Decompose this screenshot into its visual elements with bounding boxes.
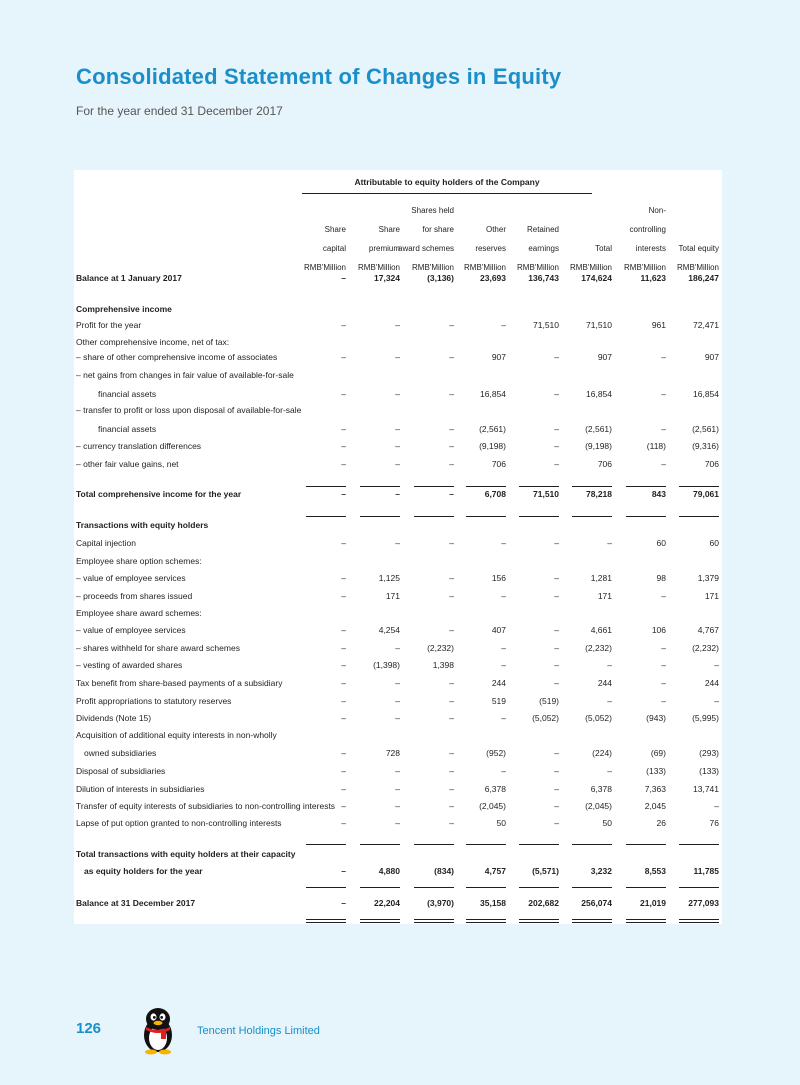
table-cell: – xyxy=(554,389,559,399)
table-cell: – xyxy=(449,678,454,688)
table-cell: (5,995) xyxy=(692,713,719,723)
row-label: Balance at 1 January 2017 xyxy=(76,273,182,283)
row-label: Other comprehensive income, net of tax: xyxy=(76,337,230,347)
double-rule xyxy=(572,919,612,923)
table-cell: – xyxy=(449,818,454,828)
table-cell: – xyxy=(341,801,346,811)
table-cell: – xyxy=(554,538,559,548)
table-cell: 71,510 xyxy=(586,320,612,330)
subtotal-rule xyxy=(572,516,612,517)
column-header-line: RMB'Million xyxy=(412,263,454,272)
table-cell: – xyxy=(449,696,454,706)
column-header-line: Other xyxy=(485,225,506,234)
row-label: – other fair value gains, net xyxy=(76,459,179,469)
subtotal-rule xyxy=(360,486,400,487)
table-cell: 186,247 xyxy=(688,273,719,283)
row-label: financial assets xyxy=(98,389,157,399)
row-label: – shares withheld for share award schemes xyxy=(76,643,240,653)
table-cell: – xyxy=(554,748,559,758)
table-cell: (2,232) xyxy=(692,643,719,653)
table-cell: – xyxy=(341,320,346,330)
table-cell: (2,561) xyxy=(692,424,719,434)
table-cell: – xyxy=(341,459,346,469)
row-label: Balance at 31 December 2017 xyxy=(76,898,196,908)
table-cell: (1,398) xyxy=(373,660,400,670)
table-cell: 1,281 xyxy=(590,573,612,583)
table-cell: – xyxy=(661,660,666,670)
subtotal-rule xyxy=(360,844,400,845)
table-cell: – xyxy=(341,273,346,283)
row-label: Dilution of interests in subsidiaries xyxy=(76,784,205,794)
subtotal-rule xyxy=(360,887,400,888)
table-cell: 136,743 xyxy=(528,273,559,283)
table-cell: – xyxy=(661,643,666,653)
table-cell: 174,624 xyxy=(581,273,612,283)
table-cell: – xyxy=(607,696,612,706)
row-label: Lapse of put option granted to non-controlling interests xyxy=(76,818,282,828)
table-cell: (952) xyxy=(486,748,506,758)
table-cell: (2,561) xyxy=(479,424,506,434)
subtotal-rule xyxy=(466,844,506,845)
column-header-line: reserves xyxy=(475,244,506,253)
table-cell: 16,854 xyxy=(480,389,506,399)
table-cell: 60 xyxy=(656,538,666,548)
row-label: financial assets xyxy=(98,424,157,434)
double-rule xyxy=(466,919,506,923)
table-cell: 961 xyxy=(651,320,666,330)
table-cell: 98 xyxy=(656,573,666,583)
table-cell: – xyxy=(341,818,346,828)
table-cell: – xyxy=(554,678,559,688)
subtotal-rule xyxy=(626,486,666,487)
table-cell: – xyxy=(661,459,666,469)
subtotal-rule xyxy=(414,887,454,888)
column-header-line: Retained xyxy=(526,225,559,234)
table-cell: 72,471 xyxy=(693,320,719,330)
subtotal-rule xyxy=(679,486,719,487)
table-cell: 6,378 xyxy=(484,784,506,794)
table-cell: – xyxy=(395,643,400,653)
table-cell: – xyxy=(554,625,559,635)
row-label: – value of employee services xyxy=(76,625,186,635)
table-cell: (69) xyxy=(650,748,666,758)
table-cell: – xyxy=(341,866,346,876)
table-cell: 4,661 xyxy=(590,625,612,635)
table-cell: (2,561) xyxy=(585,424,612,434)
table-cell: – xyxy=(661,678,666,688)
table-cell: – xyxy=(554,424,559,434)
row-label: as equity holders for the year xyxy=(84,866,203,876)
table-cell: – xyxy=(501,643,506,653)
table-cell: 21,019 xyxy=(640,898,666,908)
table-cell: – xyxy=(341,489,346,499)
column-header-line: Total xyxy=(595,244,612,253)
table-cell: 6,708 xyxy=(484,489,506,499)
table-cell: 2,045 xyxy=(644,801,666,811)
table-cell: (519) xyxy=(539,696,559,706)
column-header-line: Non- xyxy=(648,206,666,215)
table-cell: 706 xyxy=(597,459,612,469)
table-cell: 3,232 xyxy=(590,866,612,876)
column-header-line: capital xyxy=(322,244,346,253)
table-cell: – xyxy=(714,801,719,811)
table-cell: – xyxy=(449,352,454,362)
table-cell: – xyxy=(449,748,454,758)
table-cell: – xyxy=(501,766,506,776)
table-cell: – xyxy=(395,424,400,434)
subtotal-rule xyxy=(306,844,346,845)
table-cell: – xyxy=(395,678,400,688)
table-cell: 35,158 xyxy=(480,898,506,908)
table-cell: – xyxy=(341,538,346,548)
table-cell: – xyxy=(341,660,346,670)
double-rule xyxy=(519,919,559,923)
column-header-line: RMB'Million xyxy=(464,263,506,272)
table-cell: (2,232) xyxy=(427,643,454,653)
table-cell: – xyxy=(661,591,666,601)
table-cell: – xyxy=(554,801,559,811)
table-cell: 244 xyxy=(704,678,719,688)
table-cell: 277,093 xyxy=(688,898,719,908)
table-cell: – xyxy=(554,784,559,794)
page-title: Consolidated Statement of Changes in Equity xyxy=(76,64,562,89)
table-cell: – xyxy=(449,424,454,434)
table-cell: – xyxy=(395,818,400,828)
row-label: – transfer to profit or loss upon disposal of available-for-sale xyxy=(76,405,302,415)
table-cell: – xyxy=(395,784,400,794)
table-cell: – xyxy=(554,352,559,362)
table-cell: – xyxy=(554,459,559,469)
table-cell: 244 xyxy=(597,678,612,688)
table-cell: 106 xyxy=(651,625,666,635)
table-cell: – xyxy=(449,784,454,794)
table-cell: – xyxy=(449,538,454,548)
column-header-line: premium xyxy=(368,244,400,253)
table-cell: – xyxy=(395,352,400,362)
table-cell: – xyxy=(449,713,454,723)
table-cell: 60 xyxy=(709,538,719,548)
table-cell: 907 xyxy=(491,352,506,362)
table-cell: – xyxy=(554,660,559,670)
table-cell: 16,854 xyxy=(693,389,719,399)
double-rule xyxy=(626,919,666,923)
column-header-line: Share xyxy=(324,225,346,234)
table-cell: (293) xyxy=(699,748,719,758)
row-label: Profit for the year xyxy=(76,320,142,330)
subtotal-rule xyxy=(572,844,612,845)
table-cell: (118) xyxy=(646,441,666,451)
table-cell: 256,074 xyxy=(581,898,612,908)
row-label: Transfer of equity interests of subsidiaries to non-controlling interests xyxy=(76,801,336,811)
column-header-line: RMB'Million xyxy=(304,263,346,272)
page-number: 126 xyxy=(76,1020,102,1037)
row-label: Total transactions with equity holders at their capacity xyxy=(76,849,296,859)
subtotal-rule xyxy=(679,516,719,517)
table-cell: 1,379 xyxy=(697,573,719,583)
table-cell: 8,553 xyxy=(644,866,666,876)
table-cell: – xyxy=(341,352,346,362)
column-header-line: RMB'Million xyxy=(570,263,612,272)
table-cell: 79,061 xyxy=(693,489,719,499)
table-cell: 4,254 xyxy=(378,625,400,635)
table-cell: – xyxy=(341,784,346,794)
table-cell: – xyxy=(449,459,454,469)
table-cell: – xyxy=(341,591,346,601)
table-cell: 16,854 xyxy=(586,389,612,399)
table-cell: – xyxy=(449,801,454,811)
table-cell: – xyxy=(554,441,559,451)
table-cell: 156 xyxy=(491,573,506,583)
table-cell: – xyxy=(554,573,559,583)
row-label: – currency translation differences xyxy=(76,441,202,451)
table-cell: 843 xyxy=(651,489,666,499)
row-label: Total comprehensive income for the year xyxy=(76,489,242,499)
table-cell: 7,363 xyxy=(644,784,666,794)
subtotal-rule xyxy=(572,486,612,487)
table-cell: 1,398 xyxy=(432,660,454,670)
table-cell: – xyxy=(661,389,666,399)
table-cell: – xyxy=(341,898,346,908)
table-cell: (2,045) xyxy=(585,801,612,811)
table-cell: 26 xyxy=(656,818,666,828)
table-cell: – xyxy=(449,766,454,776)
row-label: Employee share award schemes: xyxy=(76,608,202,618)
table-cell: 202,682 xyxy=(528,898,559,908)
table-cell: – xyxy=(341,678,346,688)
table-cell: – xyxy=(501,538,506,548)
table-cell: – xyxy=(449,591,454,601)
column-header-line: controlling xyxy=(629,225,666,234)
subtotal-rule xyxy=(466,516,506,517)
table-cell: – xyxy=(341,748,346,758)
subtotal-rule xyxy=(360,516,400,517)
table-cell: (9,198) xyxy=(585,441,612,451)
table-cell: – xyxy=(554,818,559,828)
subtotal-rule xyxy=(519,486,559,487)
table-cell: – xyxy=(341,389,346,399)
table-cell: – xyxy=(341,573,346,583)
table-cell: – xyxy=(501,320,506,330)
table-cell: – xyxy=(395,459,400,469)
table-cell: 171 xyxy=(597,591,612,601)
column-header-line: RMB'Million xyxy=(624,263,666,272)
table-cell: – xyxy=(607,538,612,548)
subtotal-rule xyxy=(626,516,666,517)
table-cell: – xyxy=(341,766,346,776)
column-header-line: Share xyxy=(378,225,400,234)
table-cell: 171 xyxy=(385,591,400,601)
row-label: – value of employee services xyxy=(76,573,186,583)
table-cell: 50 xyxy=(496,818,506,828)
row-label: Disposal of subsidiaries xyxy=(76,766,166,776)
row-label: – net gains from changes in fair value of available-for-sale xyxy=(76,370,294,380)
subtotal-rule xyxy=(306,887,346,888)
table-cell: 407 xyxy=(491,625,506,635)
table-cell: (3,136) xyxy=(427,273,454,283)
table-cell: (2,045) xyxy=(479,801,506,811)
table-cell: 78,218 xyxy=(586,489,612,499)
subtotal-rule xyxy=(626,844,666,845)
table-cell: 17,324 xyxy=(374,273,400,283)
table-cell: – xyxy=(714,660,719,670)
column-header-line: for share xyxy=(422,225,454,234)
table-cell: – xyxy=(395,801,400,811)
table-cell: – xyxy=(661,696,666,706)
table-cell: 907 xyxy=(704,352,719,362)
column-header-line: Shares held xyxy=(411,206,454,215)
table-cell: – xyxy=(395,713,400,723)
table-cell: – xyxy=(395,696,400,706)
double-rule xyxy=(306,919,346,923)
column-header-line: RMB'Million xyxy=(517,263,559,272)
row-label: Profit appropriations to statutory reserves xyxy=(76,696,232,706)
subtotal-rule xyxy=(466,887,506,888)
column-header-line: earnings xyxy=(528,244,559,253)
subtotal-rule xyxy=(679,844,719,845)
table-cell: (9,316) xyxy=(692,441,719,451)
table-cell: 23,693 xyxy=(480,273,506,283)
table-cell: – xyxy=(395,538,400,548)
row-label: – share of other comprehensive income of associates xyxy=(76,352,278,362)
subtotal-rule xyxy=(679,887,719,888)
table-cell: – xyxy=(449,389,454,399)
table-cell: 706 xyxy=(704,459,719,469)
table-cell: 6,378 xyxy=(590,784,612,794)
table-cell: 171 xyxy=(704,591,719,601)
row-label: Comprehensive income xyxy=(76,304,172,314)
table-cell: 4,880 xyxy=(378,866,400,876)
table-cell: – xyxy=(607,766,612,776)
table-cell: 11,623 xyxy=(640,273,666,283)
table-cell: – xyxy=(661,424,666,434)
row-label: Acquisition of additional equity interests in non-wholly xyxy=(76,730,277,740)
table-cell: 519 xyxy=(491,696,506,706)
row-label: owned subsidiaries xyxy=(84,748,157,758)
table-cell: – xyxy=(607,660,612,670)
subtotal-rule xyxy=(414,486,454,487)
table-cell: (834) xyxy=(434,866,454,876)
subtotal-rule xyxy=(626,887,666,888)
table-cell: 4,767 xyxy=(697,625,719,635)
table-cell: – xyxy=(395,489,400,499)
table-cell: 76 xyxy=(709,818,719,828)
table-cell: – xyxy=(341,424,346,434)
column-header-line: award schemes xyxy=(398,244,455,253)
column-header-line: RMB'Million xyxy=(358,263,400,272)
subtotal-rule xyxy=(414,516,454,517)
table-cell: – xyxy=(501,660,506,670)
table-cell: – xyxy=(449,441,454,451)
double-rule xyxy=(414,919,454,923)
column-header-line: interests xyxy=(635,244,666,253)
table-cell: 13,741 xyxy=(693,784,719,794)
table-cell: 11,785 xyxy=(693,866,719,876)
subtotal-rule xyxy=(306,516,346,517)
table-cell: – xyxy=(449,489,454,499)
table-cell: (3,970) xyxy=(427,898,454,908)
subtotal-rule xyxy=(306,486,346,487)
table-cell: (9,198) xyxy=(479,441,506,451)
table-cell: – xyxy=(341,643,346,653)
table-cell: – xyxy=(395,766,400,776)
table-cell: (133) xyxy=(646,766,666,776)
table-cell: 71,510 xyxy=(533,489,559,499)
table-cell: (5,052) xyxy=(532,713,559,723)
row-label: Dividends (Note 15) xyxy=(76,713,152,723)
table-cell: – xyxy=(554,591,559,601)
penguin-mascot-icon xyxy=(138,1005,178,1060)
subtotal-rule xyxy=(519,844,559,845)
table-cell: 71,510 xyxy=(533,320,559,330)
table-cell: – xyxy=(341,441,346,451)
table-cell: – xyxy=(341,713,346,723)
group-header: Attributable to equity holders of the Company xyxy=(354,177,540,187)
table-cell: – xyxy=(395,320,400,330)
table-cell: – xyxy=(554,643,559,653)
row-label: Employee share option schemes: xyxy=(76,556,202,566)
table-cell: (224) xyxy=(592,748,612,758)
subtotal-rule xyxy=(519,887,559,888)
table-cell: 907 xyxy=(597,352,612,362)
subtotal-rule xyxy=(466,486,506,487)
table-cell: 1,125 xyxy=(378,573,400,583)
row-label: – vesting of awarded shares xyxy=(76,660,183,670)
row-label: – proceeds from shares issued xyxy=(76,591,193,601)
table-cell: (943) xyxy=(646,713,666,723)
group-header-rule xyxy=(302,193,592,194)
subtotal-rule xyxy=(519,516,559,517)
column-header-line: RMB'Million xyxy=(677,263,719,272)
table-cell: – xyxy=(661,352,666,362)
table-cell: – xyxy=(714,696,719,706)
table-cell: 50 xyxy=(602,818,612,828)
table-cell: (133) xyxy=(699,766,719,776)
table-cell: 244 xyxy=(491,678,506,688)
table-cell: – xyxy=(449,625,454,635)
table-cell: – xyxy=(501,713,506,723)
table-cell: – xyxy=(449,573,454,583)
table-cell: – xyxy=(341,696,346,706)
page-subtitle: For the year ended 31 December 2017 xyxy=(76,104,283,118)
table-cell: – xyxy=(449,320,454,330)
double-rule xyxy=(679,919,719,923)
table-cell: – xyxy=(395,441,400,451)
table-cell: 728 xyxy=(385,748,400,758)
table-cell: – xyxy=(341,625,346,635)
table-cell: – xyxy=(501,591,506,601)
table-cell: 706 xyxy=(491,459,506,469)
table-cell: (2,232) xyxy=(585,643,612,653)
subtotal-rule xyxy=(414,844,454,845)
row-label: Capital injection xyxy=(76,538,137,548)
double-rule xyxy=(360,919,400,923)
table-cell: 4,757 xyxy=(484,866,506,876)
subtotal-rule xyxy=(572,887,612,888)
table-cell: (5,052) xyxy=(585,713,612,723)
company-name: Tencent Holdings Limited xyxy=(197,1025,320,1037)
row-label: Tax benefit from share-based payments of a subsidiary xyxy=(76,678,283,688)
row-label: Transactions with equity holders xyxy=(76,520,209,530)
table-cell: – xyxy=(554,766,559,776)
table-cell: 22,204 xyxy=(374,898,400,908)
column-header-line: Total equity xyxy=(678,244,719,253)
table-cell: – xyxy=(395,389,400,399)
table-cell: (5,571) xyxy=(532,866,559,876)
